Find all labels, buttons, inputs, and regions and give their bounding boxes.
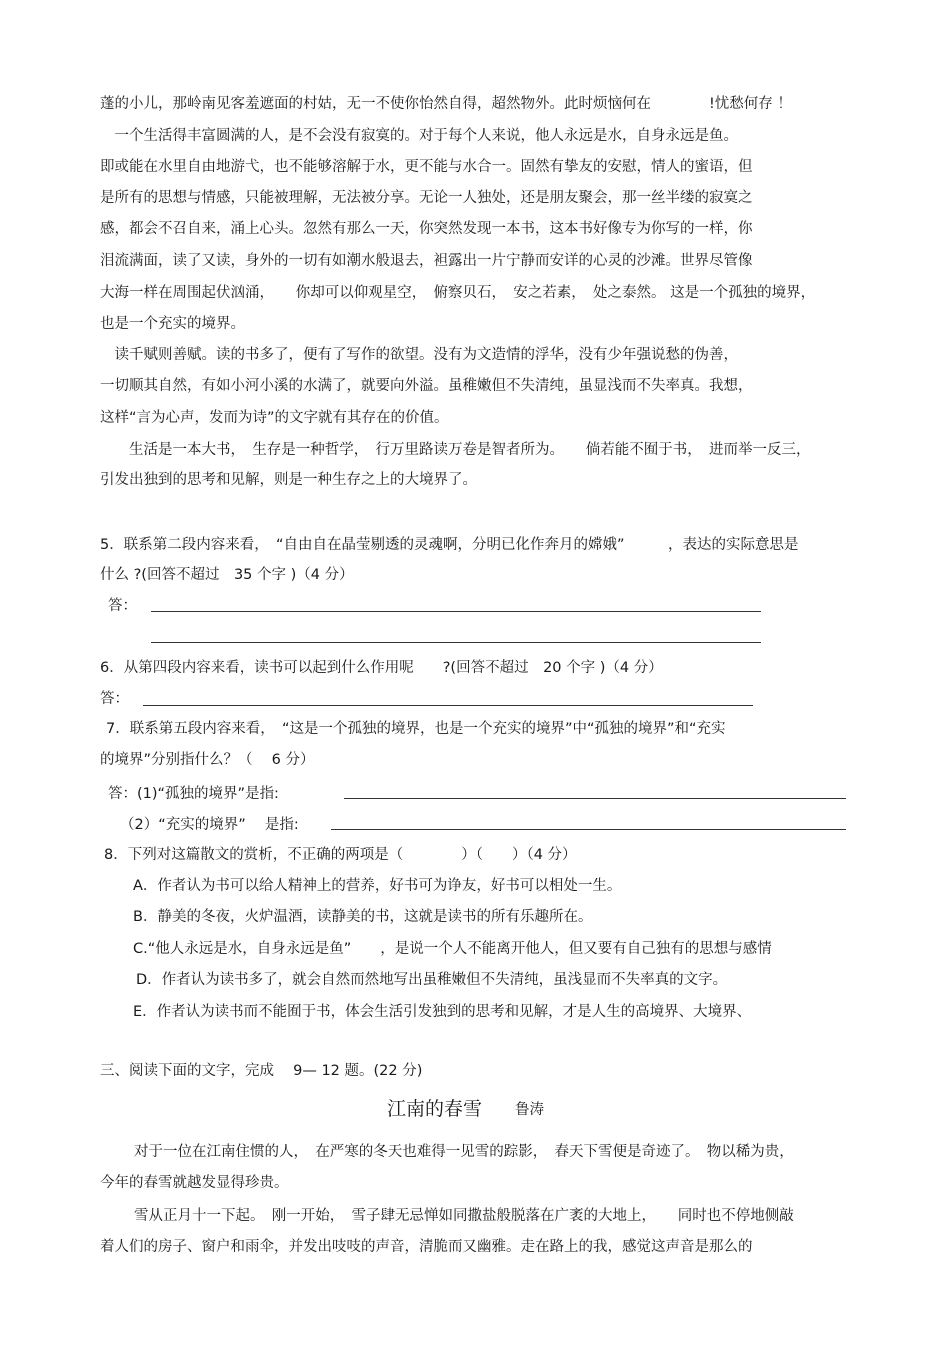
passage-line: 一个生活得丰富圆满的人，是不会没有寂寞的。对于每个人来说，他人永远是水，自身永远是鱼。 xyxy=(100,128,738,144)
article-line: 着人们的房子、窗户和雨伞，并发出吱吱的声音，清脆而又幽雅。走在路上的我，感觉这声音是那么的 xyxy=(100,1239,753,1255)
answer-line[interactable] xyxy=(143,705,753,706)
question-5: 5．联系第二段内容来看， “自由自在晶莹剔透的灵魂啊，分明已化作奔月的嫦娥” ，表达的实际意思是 xyxy=(100,537,799,553)
passage-line: 大海一样在周围起伏汹涌， 你却可以仰观星空， 俯察贝石， 安之若素， 处之泰然。 这是一个孤独的境界， xyxy=(100,285,816,301)
passage-line: 蓬的小儿，那岭南见客羞遮面的村姑，无一不使你怡然自得，超然物外。此时烦恼何在 !忧愁何存 ！ xyxy=(100,96,792,112)
option-e: E．作者认为读书而不能囿于书，体会生活引发独到的思考和见解，才是人生的高境界、大境界、 xyxy=(133,1004,752,1020)
answer-line[interactable] xyxy=(151,642,761,643)
answer-line[interactable] xyxy=(344,798,846,799)
question-7-cont: 的境界”分别指什么？（ 6 分） xyxy=(100,752,315,768)
passage-line: 泪流满面，读了又读，身外的一切有如潮水般退去，袒露出一片宁静而安详的心灵的沙滩。世界尽管像 xyxy=(100,253,753,269)
answer-label: 答： xyxy=(108,598,137,614)
question-6: 6．从第四段内容来看，读书可以起到什么作用呢 ?(回答不超过 20 个字 )（4 分） xyxy=(100,660,663,676)
article-title: 江南的春雪 xyxy=(387,1098,483,1120)
article-line: 今年的春雪就越发显得珍贵。 xyxy=(100,1175,289,1191)
option-a: A．作者认为书可以给人精神上的营养，好书可为诤友，好书可以相处一生。 xyxy=(133,878,622,894)
passage-line: 引发出独到的思考和见解，则是一种生存之上的大境界了。 xyxy=(100,472,477,488)
question-8: 8．下列对这篇散文的赏析，不正确的两项是（ ）（ ）（4 分） xyxy=(104,847,577,863)
passage-line: 这样“言为心声，发而为诗”的文字就有其存在的价值。 xyxy=(100,410,449,426)
article-author: 鲁涛 xyxy=(515,1102,544,1118)
answer-line[interactable] xyxy=(151,611,761,612)
passage-line: 也是一个充实的境界。 xyxy=(100,316,245,332)
passage-line: 即或能在水里自由地游弋，也不能够溶解于水，更不能与水合一。固然有挚友的安慰，情人的蜜语，但 xyxy=(100,159,753,175)
passage-line: 生活是一本大书， 生存是一种哲学， 行万里路读万卷是智者所为。 倘若能不囿于书， 进而举一反三， xyxy=(100,442,811,458)
answer-label: 答： xyxy=(100,691,129,707)
passage-line: 感，都会不召自来，涌上心头。忽然有那么一天，你突然发现一本书，这本书好像专为你写的一样，你 xyxy=(100,221,753,237)
option-d: D．作者认为读书多了，就会自然而然地写出虽稚嫩但不失清纯，虽浅显而不失率真的文字。 xyxy=(136,972,728,988)
answer-label: （2）“充实的境界” 是指: xyxy=(120,817,299,833)
answer-label: 答：(1)“孤独的境界”是指: xyxy=(108,786,279,802)
answer-line[interactable] xyxy=(331,829,846,830)
article-line: 雪从正月十一下起。 刚一开始， 雪子肆无忌惮如同撒盐般脱落在广袤的大地上， 同时也不停地侧敲 xyxy=(134,1208,794,1224)
option-c: C.“他人永远是水，自身永远是鱼” ，是说一个人不能离开他人，但又要有自己独有的思想与感情 xyxy=(133,941,772,957)
question-5-cont: 什么 ?(回答不超过 35 个字 )（4 分） xyxy=(100,567,354,583)
article-line: 对于一位在江南住惯的人， 在严寒的冬天也难得一见雪的踪影， 春天下雪便是奇迹了。 物以稀为贵， xyxy=(134,1144,794,1160)
section-heading: 三、阅读下面的文字，完成 9— 12 题。(22 分) xyxy=(100,1063,423,1079)
option-b: B．静美的冬夜，火炉温酒，读静美的书，这就是读书的所有乐趣所在。 xyxy=(133,909,593,925)
passage-line: 读千赋则善赋。读的书多了，便有了写作的欲望。没有为文造情的浮华，没有少年强说愁的伪善， xyxy=(100,347,738,363)
passage-line: 是所有的思想与情感，只能被理解，无法被分享。无论一人独处，还是朋友聚会，那一丝半缕的寂寞之 xyxy=(100,190,753,206)
question-7: 7．联系第五段内容来看， “这是一个孤独的境界，也是一个充实的境界”中“孤独的境界”和“充实 xyxy=(106,721,726,737)
passage-line: 一切顺其自然，有如小河小溪的水满了，就要向外溢。虽稚嫩但不失清纯，虽显浅而不失率真。我想， xyxy=(100,378,753,394)
